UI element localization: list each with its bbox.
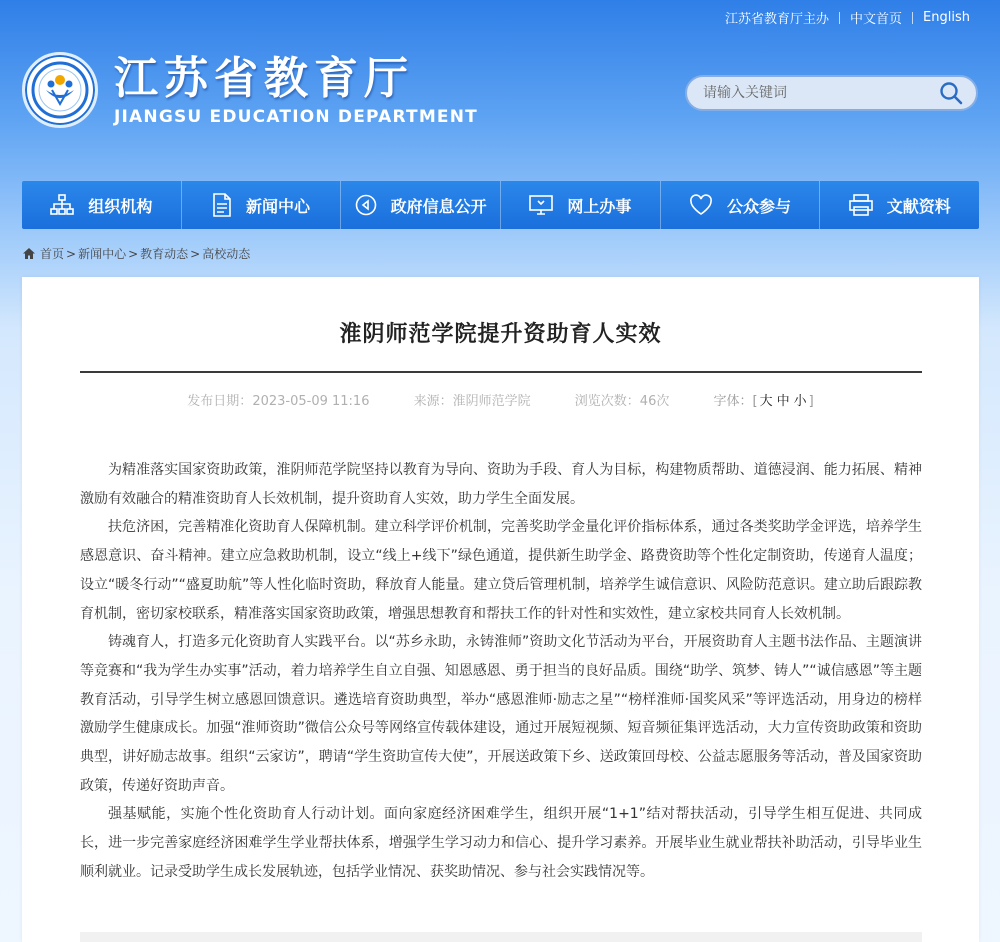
paragraph: 为精准落实国家资助政策，淮阴师范学院坚持以教育为导向、资助为手段、育人为目标，构建物质帮助、道德浸润、能力拓展、精神激励有效融合的精准资助育人长效机制，提升资助育人实效，助力学生全面发展。 (80, 462, 922, 507)
org-chart-icon (50, 194, 74, 216)
top-bar (725, 8, 970, 27)
article-footer-strip (80, 932, 922, 942)
printer-icon (849, 194, 873, 216)
article-body (80, 456, 922, 887)
font-large-button[interactable]: 大 (759, 394, 773, 409)
nav-public-participation[interactable] (661, 181, 821, 229)
nav-gov-info[interactable] (341, 181, 501, 229)
monitor-icon (529, 194, 553, 216)
publish-date: 发布日期：2023-05-09 11:16 (187, 394, 370, 409)
nav-label: 公众参与 (727, 196, 792, 216)
site-title-cn: 江苏省教育厅 (114, 53, 414, 104)
divider (839, 12, 840, 24)
nav-label: 网上办事 (567, 196, 632, 216)
font-medium-button[interactable]: 中 (776, 394, 790, 409)
nav-label: 新闻中心 (246, 196, 311, 216)
paragraph: 铸魂育人，打造多元化资助育人实践平台。以“苏乡永助，永铸淮师”资助文化节活动为平台，开展资助育人主题书法作品、主题演讲等竞赛和“我为学生办实事”活动，着力培养学生自立自强、知恩感恩、勇于担当的良好品质。围绕“助学、筑梦、铸人”“诚信感恩”等主题教育活动，引导学生树立感恩回馈意识。遴选培育资助典型，举办“感恩淮师·励志之星”“榜样淮师·国奖风采”等评选活动，用身边的榜样激励学生健康成长。加强“淮师资助”微信公众号等网络宣传载体建设，通过开展短视频、短音频征集评选活动，大力宣传资助政策和资助典型，讲好励志故事。组织“云家访”，聘请“学生资助宣传大使”，开展送政策下乡、送政策回母校、公益志愿服务等活动，普及国家资助政策，传递好资助声音。 (80, 634, 922, 794)
paragraph: 强基赋能，实施个性化资助育人行动计划。面向家庭经济困难学生，组织开展“1+1”结对帮扶活动，引导学生相互促进、共同成长，进一步完善家庭经济困难学生学业帮扶体系，增强学生学习动力和信心、提升学习素养。开展毕业生就业帮扶补助活动，引导毕业生顺利就业。记录受助学生成长发展轨迹，包括学业情况、获奖助情况、参与社会实践情况等。 (80, 806, 922, 880)
nav-org-structure[interactable] (22, 181, 182, 229)
nav-label: 组织机构 (88, 196, 153, 216)
breadcrumb-news-center[interactable]: 新闻中心 (78, 247, 127, 261)
document-icon (212, 193, 232, 217)
paragraph: 扶危济困，完善精准化资助育人保障机制。建立科学评价机制，完善奖助学金量化评价指标体系，通过各类奖助学金评选，培养学生感恩意识、奋斗精神。建立应急救助机制，设立“线上+线下”绿色通道，提供新生助学金、路费资助等个性化定制资助，传递育人温度；设立“暖冬行动”“盛夏助航”等人性化临时资助，释放育人能量。建立贷后管理机制，培养学生诚信意识、风险防范意识。建立助后跟踪教育机制，密切家校联系，精准落实国家资助政策，增强思想教育和帮扶工作的针对性和实效性，建立家校共同育人长效机制。 (80, 519, 922, 622)
breadcrumb-education-news[interactable]: 教育动态 (140, 247, 189, 261)
breadcrumb: 首页 > 新闻中心 > 教育动态 > 高校动态 (22, 245, 250, 262)
nav-news-center[interactable] (182, 181, 342, 229)
article-title: 淮阴师范学院提升资助育人实效 (339, 322, 662, 347)
font-small-button[interactable]: 小 (793, 394, 807, 409)
chinese-home-link[interactable]: 中文首页 (850, 12, 903, 27)
sponsor-text: 江苏省教育厅主办 (725, 12, 830, 27)
title-divider (80, 371, 922, 373)
search-icon[interactable] (938, 80, 964, 106)
heart-icon (689, 194, 713, 216)
compass-icon (355, 194, 377, 216)
divider (912, 12, 913, 24)
english-link[interactable]: English (923, 10, 970, 25)
font-size-selector: 字体：[ 大 中 小 ] (713, 394, 814, 409)
breadcrumb-university-news[interactable]: 高校动态 (202, 247, 251, 261)
nav-label: 政府信息公开 (390, 196, 487, 216)
view-count: 浏览次数：46次 (574, 394, 670, 409)
nav-label: 文献资料 (886, 196, 951, 216)
article-source: 来源：淮阴师范学院 (413, 394, 531, 409)
site-title-en: JIANGSU EDUCATION DEPARTMENT (114, 107, 478, 127)
article-meta (22, 390, 979, 409)
article-panel (22, 277, 979, 942)
search-input[interactable] (703, 85, 938, 101)
emblem-icon (22, 52, 98, 128)
main-nav (22, 181, 979, 229)
search-box (685, 75, 978, 111)
nav-documents[interactable] (820, 181, 979, 229)
breadcrumb-home[interactable]: 首页 (40, 247, 65, 261)
home-icon (22, 247, 36, 260)
nav-online-services[interactable] (501, 181, 661, 229)
site-logo[interactable] (22, 52, 478, 128)
